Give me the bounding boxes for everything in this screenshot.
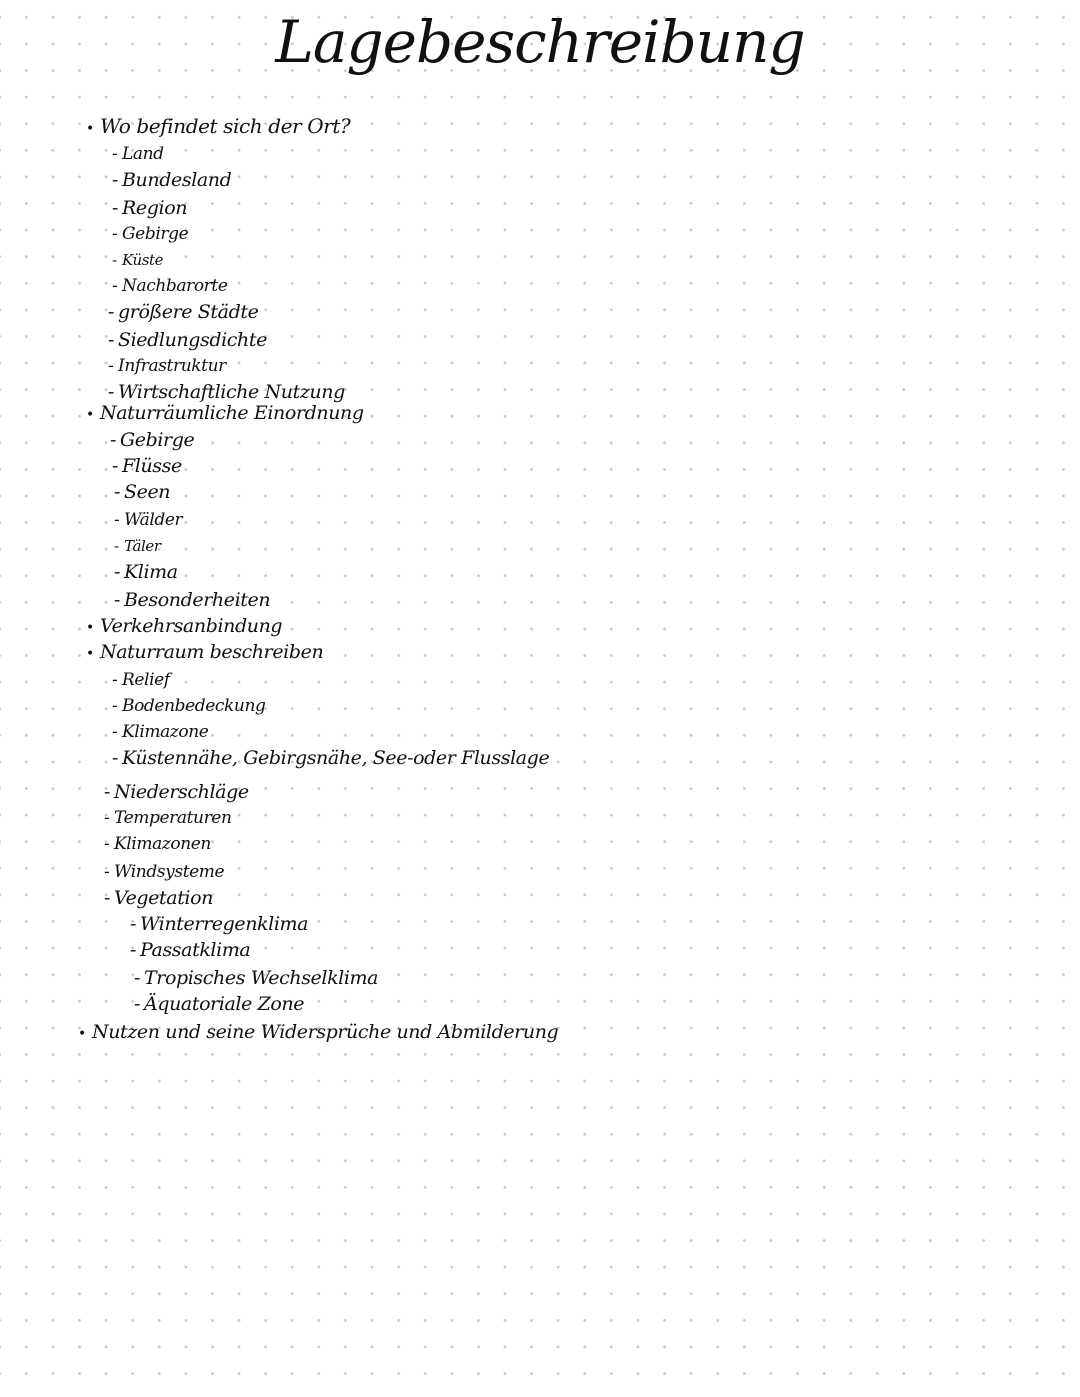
list-item: - Küste (112, 251, 164, 269)
bullet-marker: • (86, 121, 94, 137)
list-item: - Bundesland (112, 169, 232, 191)
list-item: - Siedlungsdichte (108, 329, 267, 351)
bullet-marker: • (86, 646, 94, 662)
section-heading-location: • Wo befindet sich der Ort? (86, 114, 350, 141)
list-item: - Land (112, 144, 164, 164)
bullet-marker: • (86, 620, 94, 636)
section-heading-natural-classification: • Naturräumliche Einordnung (86, 401, 364, 427)
bullet-marker: • (78, 1026, 86, 1042)
list-item: - Gebirge (112, 224, 189, 244)
page-title: Lagebeschreibung (275, 8, 805, 76)
list-item: - Windsysteme (104, 862, 225, 882)
list-item: - Täler (114, 537, 161, 555)
list-item: - Klimazonen (104, 834, 211, 854)
sub-list-item: - Äquatoriale Zone (134, 993, 305, 1015)
section-heading-describe-nature: • Naturraum beschreiben (86, 640, 323, 666)
list-item: - Region (112, 197, 188, 219)
list-item: - Wirtschaftliche Nutzung (108, 381, 345, 403)
section-heading-usage: • Nutzen und seine Widersprüche und Abmilderung (78, 1020, 558, 1046)
list-item: - größere Städte (108, 301, 259, 323)
list-item: - Seen (114, 481, 171, 503)
sub-list-item: - Tropisches Wechselklima (134, 967, 379, 989)
list-item: - Niederschläge (104, 781, 249, 803)
list-item: - Vegetation (104, 887, 213, 909)
list-item: - Klima (114, 561, 178, 583)
list-item: - Relief (112, 670, 170, 690)
list-item: - Temperaturen (104, 808, 232, 828)
list-item: - Besonderheiten (114, 589, 271, 611)
list-item: - Flüsse (112, 455, 182, 477)
list-item: - Infrastruktur (108, 356, 226, 376)
list-item: - Bodenbedeckung (112, 696, 266, 716)
bullet-marker: • (86, 407, 94, 423)
section-heading-transport: • Verkehrsanbindung (86, 614, 282, 640)
list-item: - Klimazone (112, 722, 209, 742)
sub-list-item: - Passatklima (130, 939, 251, 961)
sub-list-item: - Winterregenklima (130, 913, 309, 935)
list-item: - Nachbarorte (112, 276, 228, 296)
list-item: - Wälder (114, 510, 183, 530)
list-item: - Gebirge (110, 429, 195, 451)
list-item: - Küstennähe, Gebirgsnähe, See-oder Flusslage (112, 747, 550, 769)
